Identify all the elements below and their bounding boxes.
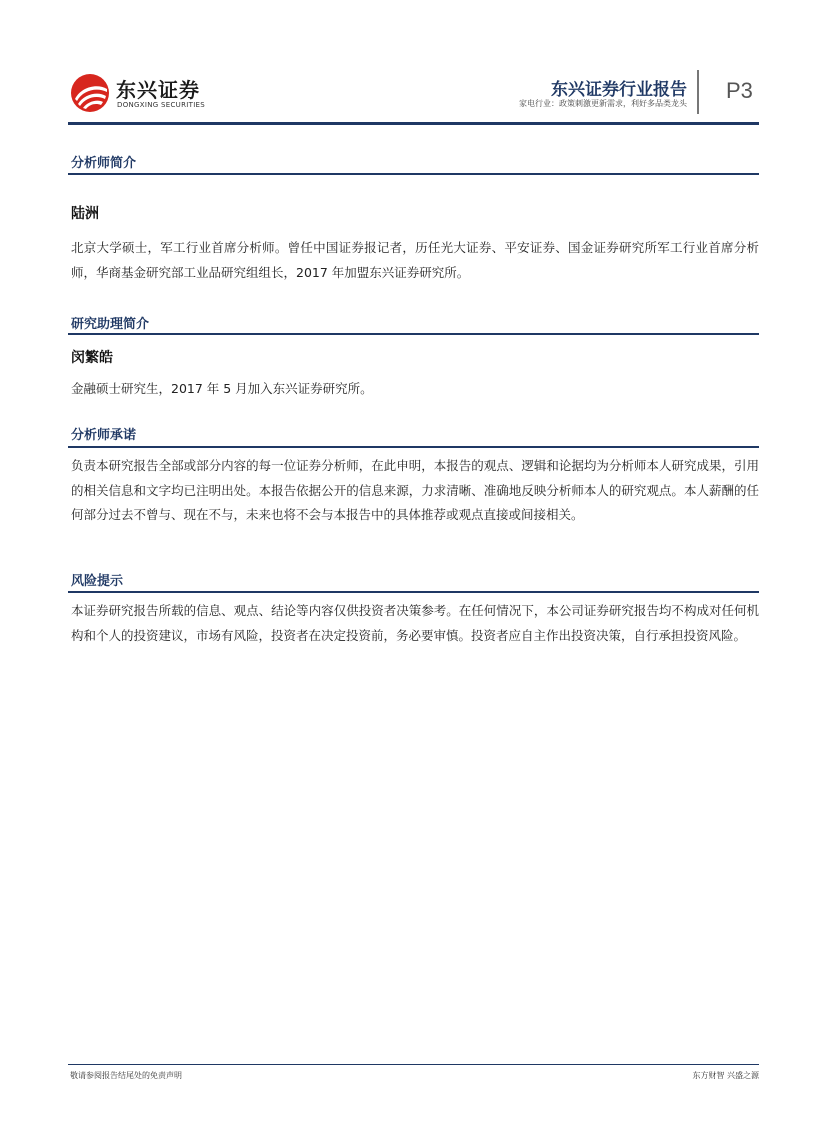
header-rule (68, 122, 759, 125)
page-number: P3 (726, 78, 753, 103)
section-title-analyst: 分析师简介 (71, 156, 137, 171)
assistant-bio: 金融硕士研究生，2017 年 5 月加入东兴证券研究所。 (71, 381, 373, 396)
section-rule (68, 591, 759, 593)
risk-text: 本证券研究报告所载的信息、观点、结论等内容仅供投资者决策参考。在任何情况下，本公司证券研究报告均不构成对任何机构和个人的投资建议，市场有风险，投资者在决定投资前，务必要审慎。投资者应自主作出投资决策，自行承担投资风险。 (71, 603, 759, 643)
commitment-text: 负责本研究报告全部或部分内容的每一位证券分析师，在此申明，本报告的观点、逻辑和论据均为分析师本人研究成果，引用的相关信息和文字均已注明出处。本报告依据公开的信息来源，力求清晰、准确地反映分析师本人的研究观点。本人薪酬的任何部分过去不曾与、现在不与，未来也将不会与本报告中的具体推荐或观点直接或间接相关。 (71, 458, 759, 522)
section-title-assistant: 研究助理简介 (71, 317, 150, 332)
analyst-bio: 北京大学硕士，军工行业首席分析师。曾任中国证券报记者，历任光大证券、平安证券、国金证券研究所军工行业首席分析师，华商基金研究部工业品研究组组长，2017 年加盟东兴证券研究所。 (71, 240, 759, 280)
assistant-name: 闵繁皓 (71, 350, 113, 366)
footer-slogan: 东方财智 兴盛之源 (692, 1071, 759, 1080)
section-rule (68, 173, 759, 175)
logo-english-text: DONGXING SECURITIES (117, 101, 206, 109)
analyst-name: 陆洲 (71, 206, 99, 222)
report-title: 东兴证券行业报告 (551, 80, 687, 100)
footer-rule (68, 1064, 759, 1065)
section-rule (68, 333, 759, 335)
header-divider (697, 70, 699, 114)
section-rule (68, 446, 759, 448)
report-subtitle: 家电行业：政策刺激更新需求，利好多品类龙头 (519, 99, 687, 108)
section-title-risk: 风险提示 (71, 574, 124, 589)
section-title-commitment: 分析师承诺 (71, 428, 137, 443)
footer-disclaimer-note: 敬请参阅报告结尾处的免责声明 (70, 1071, 182, 1080)
logo-chinese-text: 东兴证券 (116, 78, 200, 102)
logo-icon (69, 73, 111, 113)
